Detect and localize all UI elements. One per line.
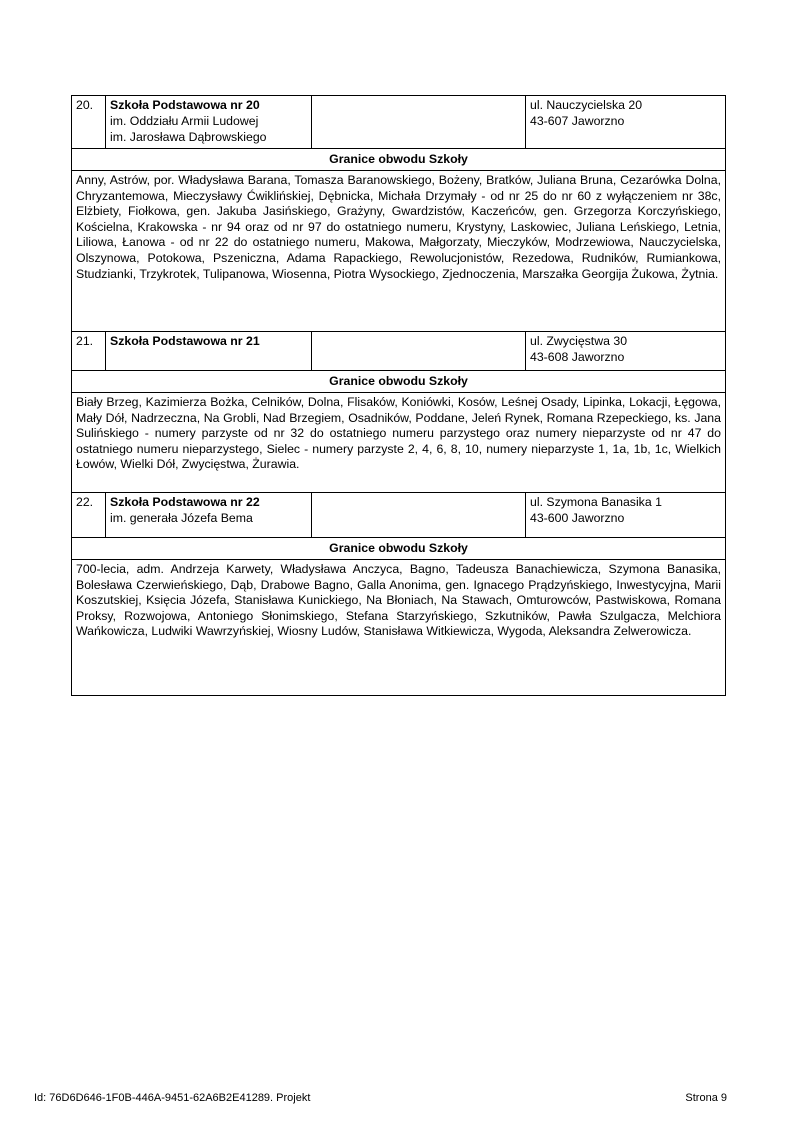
empty-cell bbox=[312, 493, 526, 537]
school-block-20 bbox=[71, 95, 726, 332]
school-street: ul. Nauczycielska 20 bbox=[530, 98, 643, 112]
school-number: 21. bbox=[72, 332, 106, 370]
school-block-21 bbox=[71, 331, 726, 493]
school-name-cell bbox=[106, 332, 312, 370]
section-heading: Granice obwodu Szkoły bbox=[72, 538, 725, 560]
school-postal-city: 43-608 Jaworzno bbox=[530, 350, 625, 364]
school-address-cell bbox=[526, 332, 725, 370]
school-address-cell bbox=[526, 493, 725, 537]
school-number: 20. bbox=[72, 96, 106, 148]
school-number: 22. bbox=[72, 493, 106, 537]
boundaries-text: 700-lecia, adm. Andrzeja Karwety, Władysława Anczyca, Bagno, Tadeusza Banachiewicza, Szymona Banasika, Bolesława Czerwieńskiego, Dąb, Drabowe Bagno, Galla Anonima, gen. Ignacego Prądzyńskiego, Inwestycyjna, Marii Koszutskiej, Księcia Józefa, Stanisława Kunickiego, Na Błoniach, Na Stawach, Omturowców, Pastwiskowa, Romana Proksy, Rozwojowa, Antoniego Słonimskiego, Stefana Starzyńskiego, Szkutników, Pawła Szulgacza, Melchiora Wańkowicza, Ludwiki Wawrzyńskiej, Wiosny Ludów, Stanisława Witkiewicza, Wygoda, Aleksandra Zelwerowicza. bbox=[76, 562, 721, 639]
school-name-cell bbox=[106, 493, 312, 537]
school-header-row bbox=[72, 332, 725, 371]
school-block-22 bbox=[71, 492, 726, 696]
school-header-row bbox=[72, 493, 725, 538]
school-patron-line: im. Oddziału Armii Ludowej bbox=[110, 114, 259, 128]
empty-cell bbox=[312, 96, 526, 148]
page-number: Strona 9 bbox=[685, 1092, 727, 1104]
school-patron-line: im. Jarosława Dąbrowskiego bbox=[110, 130, 267, 144]
school-street: ul. Zwycięstwa 30 bbox=[530, 334, 628, 348]
school-name: Szkoła Podstawowa nr 22 bbox=[110, 495, 260, 509]
school-address-cell bbox=[526, 96, 725, 148]
section-heading: Granice obwodu Szkoły bbox=[72, 149, 725, 171]
school-patron-line: im. generała Józefa Bema bbox=[110, 511, 253, 525]
boundaries-text: Biały Brzeg, Kazimierza Bożka, Celników, Dolna, Flisaków, Koniówki, Kosów, Leśnej Osady, Lipinka, Lokacji, Łęgowa, Mały Dół, Nadrzeczna, Na Grobli, Nad Brzegiem, Osadników, Poddane, Jeleń Rynek, Romana Rzepeckiego, ks. Jana Sulińskiego - numery parzyste od nr 32 do ostatniego numeru parzystego oraz numery nieparzyste od nr 47 do ostatniego numeru nieparzystego, Sielec - numery parzyste 2, 4, 6, 8, 10, numery nieparzyste 1, 1a, 1b, 1c, Wielkich Łowów, Wielki Dół, Zwycięstwa, Żurawia. bbox=[76, 395, 721, 472]
school-header-row bbox=[72, 96, 725, 149]
section-heading: Granice obwodu Szkoły bbox=[72, 371, 725, 393]
school-name: Szkoła Podstawowa nr 20 bbox=[110, 98, 260, 112]
school-postal-city: 43-607 Jaworzno bbox=[530, 114, 625, 128]
school-name: Szkoła Podstawowa nr 21 bbox=[110, 334, 260, 348]
boundaries-text: Anny, Astrów, por. Władysława Barana, Tomasza Baranowskiego, Bożeny, Bratków, Juliana Bruna, Cezarówka Dolna, Chryzantemowa, Mieczysławy Ćwiklińskiej, Dębnicka, Michała Drzymały - od nr 25 do nr 60 z wyłączeniem nr 38c, Elżbiety, Fiołkowa, gen. Jakuba Jasińskiego, Grażyny, Gwardzistów, Kaczeńców, gen. Grzegorza Korczyńskiego, Kościelna, Krakowska - nr 94 oraz od nr 97 do ostatniego numeru, Krystyny, Laskowiec, Juliana Leńskiego, Letnia, Liliowa, Łanowa - od nr 22 do ostatniego numeru, Makowa, Małgorzaty, Mieczyków, Modrzewiowa, Nauczycielska, Olszynowa, Potokowa, Pszeniczna, Adama Rapackiego, Rewolucjonistów, Rezedowa, Rudników, Rumiankowa, Studzianki, Trzykrotek, Tulipanowa, Wiosenna, Piotra Wysockiego, Zjednoczenia, Marszałka Georgija Żukowa, Żytnia. bbox=[76, 173, 721, 281]
school-street: ul. Szymona Banasika 1 bbox=[530, 495, 662, 509]
document-id: Id: 76D6D646-1F0B-446A-9451-62A6B2E41289. Projekt bbox=[34, 1092, 311, 1104]
school-name-cell bbox=[106, 96, 312, 148]
empty-cell bbox=[312, 332, 526, 370]
school-postal-city: 43-600 Jaworzno bbox=[530, 511, 625, 525]
